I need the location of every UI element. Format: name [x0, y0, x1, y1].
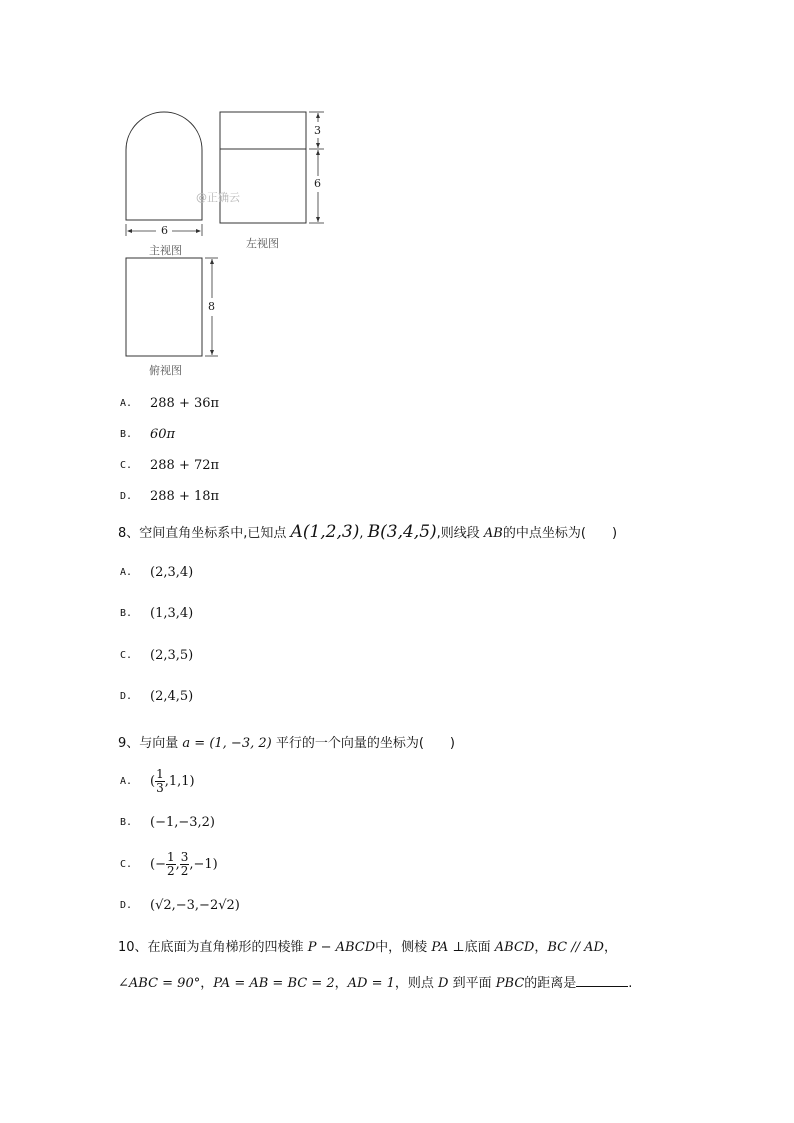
q10-stem-line-1: 10、在底面为直角梯形的四棱锥 P − ABCD中，侧棱 PA ⊥底面 ABCD，BC // AD， — [118, 940, 617, 955]
fraction: $\frac{3}{2}$ — [180, 850, 189, 878]
q9-option-c[interactable]: C. (− $\frac{1}{2}$ , $\frac{3}{2}$ ,−1) — [120, 850, 218, 878]
q8-stem: 8、空间直角坐标系中,已知点 A(1,2,3), B(3,4,5),则线段 AB的中点坐标为( ) — [118, 522, 618, 542]
fraction: $\frac{1}{2}$ — [166, 850, 175, 878]
q7-option-a[interactable]: A. 288 + 36π — [120, 396, 220, 411]
q8-point-a: A(1,2,3) — [290, 522, 360, 542]
fraction: $\frac{1}{3}$ — [156, 767, 164, 795]
lower-height-label: 6 — [314, 177, 321, 190]
upper-height-label: 3 — [314, 124, 321, 137]
width-dimension-label: 6 — [161, 224, 168, 237]
front-view-shape — [126, 112, 202, 220]
depth-dimension-label: 8 — [208, 300, 215, 313]
q10-stem-line-2: ∠ABC = 90°，PA = AB = BC = 2，AD = 1，则点 D 到平面 PBC的距离是 . — [118, 976, 633, 991]
q7-option-b[interactable]: B. 60π — [120, 427, 176, 442]
side-view-shape — [220, 112, 306, 223]
q8-option-c[interactable]: C. (2,3,5) — [120, 648, 194, 663]
watermark: @正确云 — [196, 191, 240, 204]
q8-option-d[interactable]: D. (2,4,5) — [120, 689, 194, 704]
q7-option-c[interactable]: C. 288 + 72π — [120, 458, 220, 473]
top-view-label: 俯视图 — [149, 364, 182, 377]
top-view-shape — [126, 258, 202, 356]
answer-blank[interactable] — [576, 974, 628, 987]
q9-stem: 9、与向量 a = (1, −3, 2) 平行的一个向量的坐标为( ) — [118, 736, 456, 751]
three-view-figure — [0, 0, 794, 400]
q7-option-d[interactable]: D. 288 + 18π — [120, 489, 220, 504]
q9-option-a[interactable]: A. ( $\frac{1}{3}$ ,1,1) — [120, 767, 195, 795]
q8-option-b[interactable]: B. (1,3,4) — [120, 606, 194, 621]
q8-option-a[interactable]: A. (2,3,4) — [120, 565, 194, 580]
q9-vector: a = (1, −3, 2) — [182, 736, 272, 751]
q9-option-d[interactable]: D. (√2,−3,−2√2) — [120, 898, 240, 913]
front-view-label: 主视图 — [149, 244, 182, 257]
q9-option-b[interactable]: B. (−1,−3,2) — [120, 815, 216, 830]
side-view-label: 左视图 — [246, 237, 279, 250]
q8-point-b: B(3,4,5) — [367, 522, 437, 542]
